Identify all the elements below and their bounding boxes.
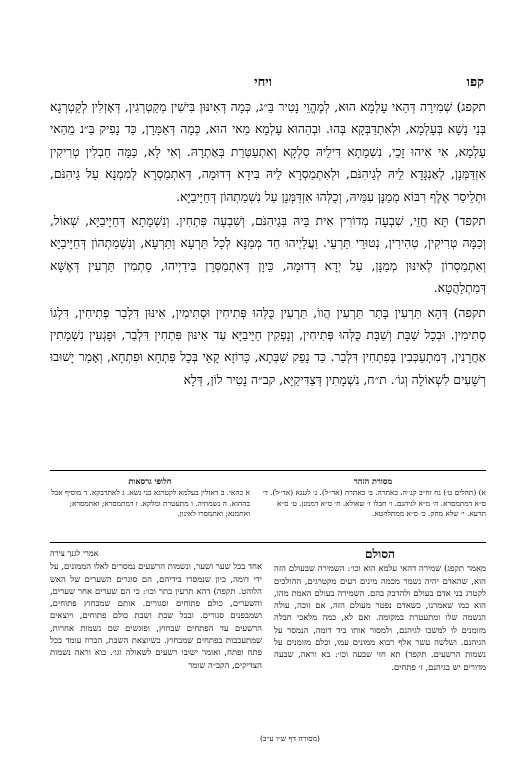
commentary-title: הסולם <box>365 548 395 561</box>
sources-column <box>260 476 486 536</box>
commentary-right-text: מאמר תקפג) שמירה דהאי עלמא הוא וכו׳: השמירה שבעולם הזה הוא, שהאדם יהיה נשמר מכמה מינים רעים מקטרגים, ההולכים לקטרג בני אדם בעולם ולהדבק בהם. השמירה בעולם האמת מהו, הוא כמו שאמרנו, כשאדם נפטר מעולם הזה, אם זוכה, עולה הנשמה שלו ומתעטרת במקומה. ואם לא, כמה מלאכי חבלה מזומנים לו למשכו לגיהנם, ולמסור אותו ביד דומה, הנמסר על הגיהנם. ושלשה עשר אלף רבוא ממונים עמו, וכלם מזומנים על נשמות הרשעים. תקפד) תא חזי שבעה וכו׳: בא וראה, שבעה מדורים יש בגיהנם, ז׳ פתחים. <box>274 563 486 672</box>
commentary-right-column <box>274 548 486 728</box>
page-number: קפו <box>466 75 484 90</box>
commentary-left-column <box>50 548 262 728</box>
commentary-left-text: אחד בכל שער ושער, ונשמות הרשעים נמסרים לאלו הממונים, על ידי דומה, כיון שנמסרו בידיהם, הם סוגרים השערים של האש הלוהט. תקפה) דהא תרעין בתר וכו׳: כי הם שערים אחר שערים, והשערים, כולם פתוחים וסגורים. אותם שמבחוץ פתוחים, ושמבפנים סגורים. ובכל שבת ושבת כולם פתוחים, ויוצאים הרשעים עד הפתחים שבחוץ, ופוגשים שם נשמות אחרות, שמתעכבות בפתחים שמבחוץ. כשיוצאת השבת, הכרוז עומד בכל פתח ופתח, ואומר ישובו רשעים לשאולה וגו׳. בוא וראה נשמות הצדיקים, הקב״ה שומר <box>50 561 262 670</box>
variants-column <box>50 476 250 536</box>
page-header <box>52 74 484 94</box>
running-title: ויחי <box>254 75 272 90</box>
sources-text: א) (תהלים ט׳) נח זח״ב קנ׳׳ה. באתרה. ב׳ באתרה (אד׳׳ל). ג׳ לגנגא (אד׳׳ל). ד׳ ס״א דמתמסרא. ה׳ מ״א לגיהנם. ו׳ חבלו ז׳ שאולא. ח׳ ס״א דממנן. ט׳ ס״א תרעא. י׳ שלא מחק. כ׳ ס״א ממתלהטא. <box>262 488 486 519</box>
sources-heading: מסורת הזהר <box>353 476 393 486</box>
footer-note: (מסורה דף ש״ו ע״ב) <box>260 734 320 743</box>
paragraph-583: תקפג) שְׁמִירָה דְּהַאי עָלְמָא הוּא, לְמֶהֱוֵי נָטִיר בֵּ״ג, כְּמָה דְּאִינּוּן בִּישִׁין מְקַטְרְגִין, דְּאָזְלִין לְקַטְרְגָא בְּנֵי נָשָׁא בְּעָלְמָא, וּלְאִתְדַּבְּקָא בְּהוּ. וּבְהַהוּא עָלְמָא מַאי הוּא, כְּמָה דְּאַמָּרָן, כַּד נָפִיק בַּ״נ מֵהַאי עָלְמָא, אִי אִיהוּ זָכֵי, נִשְׁמָתָא דִּילֵיהּ סַלְקָא וְאִתְעַטְּרַת בְּאַתְרָהּ. וְאִי לָא, כַּמָּה חַבְלִין טְרִיקִין אִזְדַּמְּנָן, לְאַנְגָּדָא לֵיהּ לְגֵיהִנֹּם, וּלְאִתְמַסְרָא לֵיהּ בִּידָא דְּדוּמָה, דְּאִתְמַסְרָא לְמִמְנָא עַל גֵּיהִנֹּם, וּתְלֵיסַר אֶלֶף רִבּוֹא מְמַנָּן עִמֵּיהּ, וְכֻלְּהוּ אִזְדַּמְּנָן עַל נִשְׁמַתְהוֹן דְּחַיָּיבַיָּא. <box>50 100 486 204</box>
divider <box>50 470 486 471</box>
variants-text: א כהאי. ב דאזלין בעלמא לקטרגא בני נשא. ג לאתדבקא. ד מוסיף אבל בההוא. ה נשמתיה. ו מתעטרת ומלקא. ז דמתמסרא; ואתמסרא; ואתמנא; ואתמסרו לאינון. <box>51 488 250 519</box>
notes-section <box>50 476 486 536</box>
paragraph-584: תקפד) תָּא חֲזֵי, שִׁבְעָה מְדוֹרִין אִית בֵּיהּ בְּגֵיהִנֹּם, וְשִׁבְעָה פִּתְחִין. וְנִשְׁמָתָא דְּחַיָּיבַיָּא, שְׁאוֹל, וְכַמָּה טְרִיקִין, טְהִירִין, נְטוּרֵי תַּרְעֵי. וַעֲלַיְיהוּ חַד מְמַנָּא לְכָל תַּרְעָא וְתַרְעָא, וְנִשְׁמַתְהוֹן דְּחַיָּיבַיָּא וְאִתְמַסְרוֹן לְאִינּוּן מְמַנָּן, עַל יְדָא דְּדוּמָה, כֵּיוָן דְּאִתְמַסְּרָן בִּידַיְיהוּ, סָתְמִין תַּרְעִין דְּאֶשָּׁא דְּמִתְלַהֲטָא. <box>50 214 486 296</box>
divider <box>50 542 486 543</box>
variants-heading: חלופי גרסאות <box>128 476 172 486</box>
paragraph-585: תקפה) דְּהָא תַּרְעִין בָּתַר תַּרְעִין הֲווֹ, תַּרְעִין כֻּלְּהוּ פְּתִיחִין וּסְתִימִין, אִינּוּן דִּלְבַר פְּתִיחִין, דִּלְגוֹ סְתִימִין. וּבְכָל שַׁבָּת וְשַׁבָּת כֻּלְּהוּ פְּתִיחִין, וְנָפְקִין חַיָּיבַיָּא עַד אִינּוּן פִּתְחִין דִּלְבַר, וּפָגְעִין נִשְׁמָתִין אַחֲרָנִין, דְּמִתְעַכְּבִין בְּפִתְחִין דִּלְבַר. כַּד נָפֵק שַׁבְּתָא, כָּרוֹזָא קָאֵי בְּכָל פִּתְחָא וּפִתְחָא, וְאָמַר יָשׁוּבוּ רְשָׁעִים לִשְׁאוֹלָה וְגוֹ׳. ת״ח, נִשְׁמָתִין דְּצַדִּיקַיָּא, קב״ה נָטִיר לוֹן, דְּלָא <box>50 305 486 387</box>
commentary-section <box>50 548 486 728</box>
commentary-subtitle: אמרי לגנך צירה <box>50 549 99 558</box>
main-text <box>50 96 486 393</box>
